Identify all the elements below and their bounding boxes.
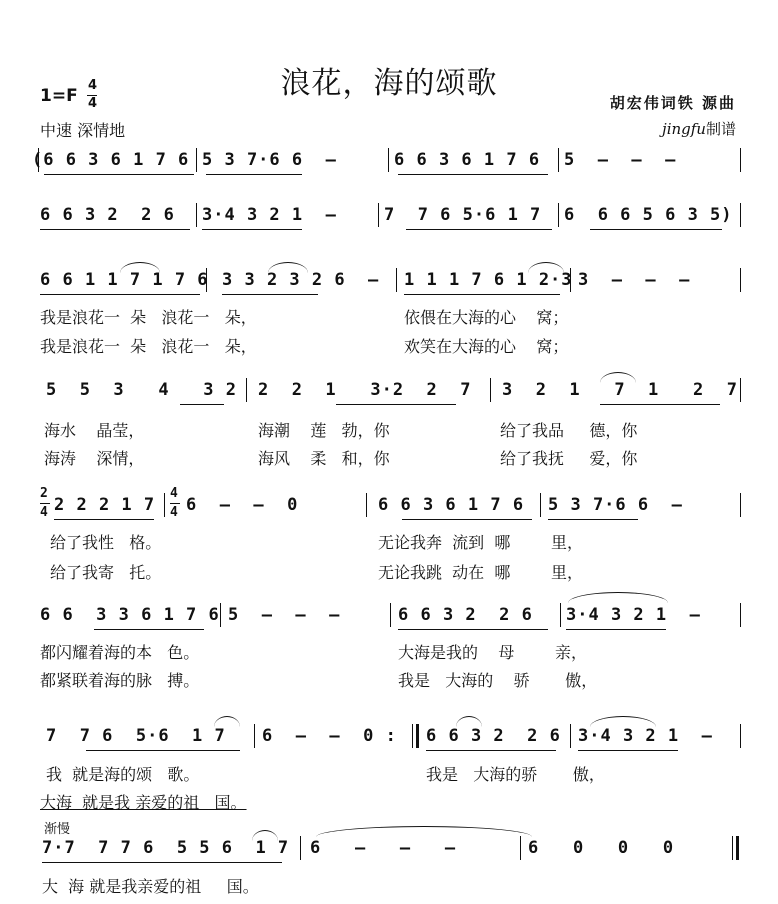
beat-underline — [590, 229, 722, 230]
lyric-line-2: 给了我寄 托。 — [50, 563, 162, 582]
measure: 6 6 3 3 6 1 7 6 — [40, 605, 220, 625]
measure: 6 6 1 1 7 1 7 6 — [40, 270, 209, 290]
meter-change-top: 2 — [40, 486, 49, 501]
barline — [206, 268, 207, 292]
beat-underline — [40, 294, 200, 295]
song-title: 浪花，海的颂歌 — [280, 66, 498, 101]
beat-underline — [40, 229, 190, 230]
lyric-line-1: 大 海 就是我亲爱的祖 国。 — [42, 877, 259, 896]
barline — [300, 836, 301, 860]
lyric-line-2: 我是浪花一 朵 浪花一 朵， — [40, 337, 257, 356]
meter-change-bottom: 4 — [40, 505, 49, 520]
beat-underline — [86, 750, 240, 751]
beat-underline — [206, 174, 302, 175]
barline — [246, 378, 247, 402]
repeat-barline — [412, 724, 413, 748]
beat-underline — [398, 174, 548, 175]
tempo-change: 渐慢 — [44, 822, 71, 837]
lyric-line-2: 大海 就是我 亲爱的祖 国。 — [40, 793, 247, 812]
beat-underline — [404, 294, 560, 295]
barline — [388, 148, 389, 172]
measure: 3·4 3 2 1 – — [566, 605, 701, 625]
lyric-line-1: 我是 大海的骄 傲， — [426, 765, 605, 784]
barline — [740, 603, 741, 627]
barline — [558, 148, 559, 172]
transcriber-name: jingfu — [662, 120, 706, 138]
lyric-line-2: 给了我抚 爱，你 — [500, 449, 638, 468]
measure: 3·4 3 2 1 – — [578, 726, 713, 746]
barline — [390, 603, 391, 627]
lyric-line-2: 欢笑在大海的心 窝； — [404, 337, 569, 356]
beat-underline — [336, 404, 456, 405]
beat-underline — [42, 862, 282, 863]
lyric-line-1: 都闪耀着海的本 色。 — [40, 643, 200, 662]
measure: 6 – – 0 : — [262, 726, 397, 746]
measure: 6 6 3 2 2 6 — [40, 205, 175, 225]
time-signature-bottom: 4 — [88, 96, 98, 111]
lyric-line-1: 无论我奔 流到 哪 里， — [378, 533, 584, 552]
barline — [740, 203, 741, 227]
lyric-line-2: 都紧联着海的脉 搏。 — [40, 671, 200, 690]
measure: 6 6 3 2 2 6 — [398, 605, 533, 625]
measure: 7 7 6 5·6 1 7 — [384, 205, 542, 225]
barline — [254, 724, 255, 748]
lyric-line-1: 海水 晶莹， — [44, 421, 145, 440]
barline — [570, 268, 571, 292]
final-barline-thick — [736, 836, 739, 860]
measure: 5 – – – — [564, 150, 677, 170]
lyric-line-1: 给了我性 格。 — [50, 533, 162, 552]
meter-back-bottom: 4 — [170, 505, 179, 520]
credits: 胡宏伟词铁 源曲 — [609, 94, 736, 112]
measure: 6 – – – — [310, 838, 457, 858]
lyric-line-2: 无论我跳 动在 哪 里， — [378, 563, 584, 582]
barline — [740, 724, 741, 748]
measure: 3 3 2 3 2 6 – — [222, 270, 380, 290]
beat-underline — [406, 229, 552, 230]
measure: 2 2 1 3·2 2 7 — [258, 380, 472, 400]
barline — [520, 836, 521, 860]
measure: 5 5 3 4 3 2 — [46, 380, 237, 400]
lyric-line-1: 大海是我的 母 亲， — [398, 643, 588, 662]
tie — [316, 826, 532, 837]
barline — [196, 203, 197, 227]
measure: 3 2 1 7 1 2 7 — [502, 380, 738, 400]
meter-change-line — [40, 503, 50, 504]
beat-underline — [566, 629, 666, 630]
transcriber-suffix: 制谱 — [705, 120, 736, 138]
lyric-line-2: 海涛 深情， — [44, 449, 145, 468]
meter-back-top: 4 — [170, 486, 179, 501]
measure: 5 3 7·6 6 – — [548, 495, 683, 515]
barline — [164, 493, 165, 517]
beat-underline — [54, 519, 154, 520]
measure: 2 2 2 1 7 — [54, 495, 156, 515]
beat-underline — [578, 750, 678, 751]
barline — [378, 203, 379, 227]
lyric-line-1: 给了我品 德，你 — [500, 421, 638, 440]
barline — [490, 378, 491, 402]
beat-underline — [44, 174, 194, 175]
lyric-line-1: 海潮 莲 勃，你 — [258, 421, 390, 440]
measure: 5 3 7·6 6 – — [202, 150, 337, 170]
barline — [396, 268, 397, 292]
barline — [540, 493, 541, 517]
beat-underline — [398, 629, 548, 630]
barline — [220, 603, 221, 627]
transcriber — [662, 118, 736, 139]
beat-underline — [600, 404, 720, 405]
beat-underline — [426, 750, 556, 751]
beat-underline — [94, 629, 204, 630]
beat-underline — [222, 294, 318, 295]
measure: (6 6 3 6 1 7 6 — [32, 150, 190, 170]
measure: 6 6 3 2 2 6 — [426, 726, 561, 746]
barline — [366, 493, 367, 517]
lyric-line-1: 依偎在大海的心 窝； — [404, 308, 569, 327]
measure: 1 1 1 7 6 1 2·3 — [404, 270, 573, 290]
tempo-marking: 中速 深情地 — [40, 121, 126, 140]
beat-underline — [202, 229, 302, 230]
beat-underline — [402, 519, 532, 520]
barline — [570, 724, 571, 748]
barline — [740, 268, 741, 292]
measure: 7·7 7 7 6 5 5 6 1 7 — [42, 838, 290, 858]
repeat-barline-thick — [416, 724, 419, 748]
barline — [740, 148, 741, 172]
measure: 3 – – – — [578, 270, 691, 290]
barline — [196, 148, 197, 172]
measure: 7 7 6 5·6 1 7 — [46, 726, 226, 746]
slur — [568, 592, 668, 603]
beat-underline — [548, 519, 638, 520]
lyric-line-2: 我是 大海的 骄 傲， — [398, 671, 598, 690]
barline — [560, 603, 561, 627]
measure: 5 – – – — [228, 605, 341, 625]
measure: 6 6 6 5 6 3 5) — [564, 205, 733, 225]
lyric-line-2: 海风 柔 和，你 — [258, 449, 390, 468]
beat-underline — [180, 404, 224, 405]
measure: 6 0 0 0 — [528, 838, 675, 858]
meter-back-line — [170, 503, 180, 504]
barline — [740, 378, 741, 402]
key-signature: 1=F — [40, 86, 78, 106]
barline — [740, 493, 741, 517]
barline — [558, 203, 559, 227]
lyric-line-1: 我 就是海的颂 歌。 — [46, 765, 200, 784]
measure: 3·4 3 2 1 – — [202, 205, 337, 225]
time-signature-top: 4 — [88, 78, 98, 93]
final-barline — [732, 836, 733, 860]
lyric-line-1: 我是浪花一 朵 浪花一 朵， — [40, 308, 257, 327]
measure: 6 – – 0 — [186, 495, 299, 515]
measure: 6 6 3 6 1 7 6 — [378, 495, 525, 515]
measure: 6 6 3 6 1 7 6 — [394, 150, 541, 170]
